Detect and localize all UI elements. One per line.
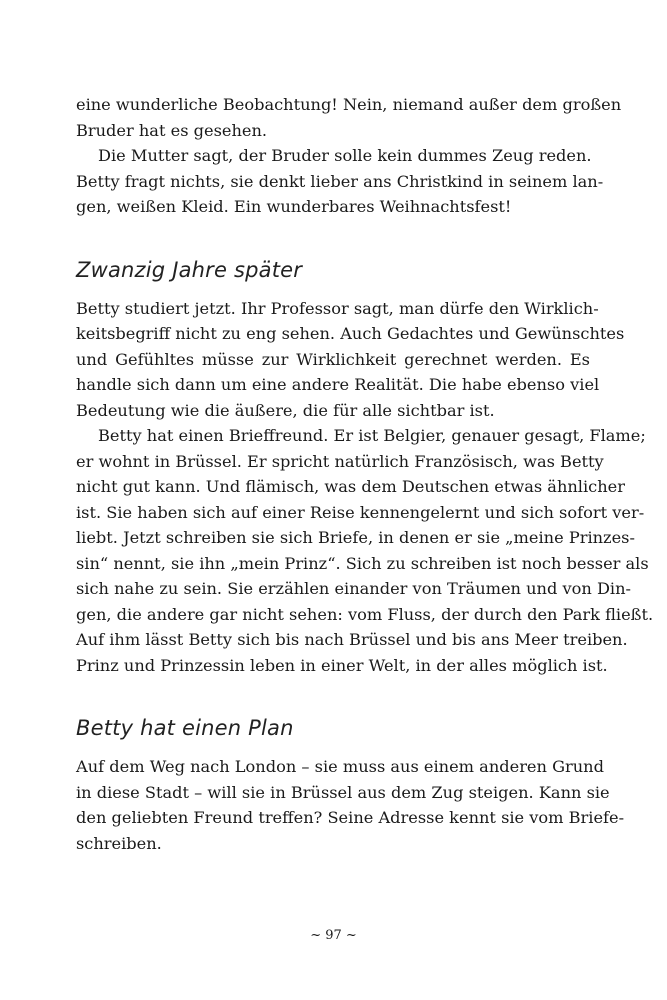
- text-line: ist. Sie haben sich auf einer Reise kennengelernt und sich sofort ver-: [76, 502, 645, 522]
- text-line: Die Mutter sagt, der Bruder solle kein dummes Zeug reden.: [98, 146, 592, 165]
- section-2-paragraphs: [76, 754, 625, 856]
- text-line: Bruder hat es gesehen.: [76, 120, 268, 140]
- text-line: gen, weißen Kleid. Ein wunderbares Weihnachtsfest!: [76, 197, 512, 216]
- text-line: Prinz und Prinzessin leben in einer Welt, in der alles möglich ist.: [76, 655, 608, 675]
- text-line: keitsbegriff nicht zu eng sehen. Auch Gedachtes und Gewünschtes: [76, 324, 625, 343]
- text-line: in diese Stadt – will sie in Brüssel aus dem Zug steigen. Kann sie: [76, 782, 610, 802]
- text-line: gen, die andere gar nicht sehen: vom Fluss, der durch den Park fließt.: [76, 604, 654, 624]
- text-line: Betty hat einen Brieffreund. Er ist Belgier, genauer gesagt, Flame;: [98, 426, 646, 445]
- intro-paragraphs: [76, 92, 622, 220]
- text-line: Betty fragt nichts, sie denkt lieber ans Christkind in seinem lan-: [76, 171, 604, 191]
- text-line: handle sich dann um eine andere Realität. Die habe ebenso viel: [76, 375, 600, 394]
- text-line: Betty studiert jetzt. Ihr Professor sagt, man dürfe den Wirklich-: [76, 298, 599, 318]
- section-1-paragraphs: [76, 296, 654, 679]
- text-line: sin“ nennt, sie ihn „mein Prinz“. Sich zu schreiben ist noch besser als: [76, 553, 649, 573]
- text-line: sich nahe zu sein. Sie erzählen einander von Träumen und von Din-: [76, 579, 631, 598]
- text-line: und Gefühltes müsse zur Wirklichkeit gerechnet werden. Es: [76, 349, 590, 369]
- page-number: ~ 97 ~: [310, 928, 357, 943]
- text-line: er wohnt in Brüssel. Er spricht natürlich Französisch, was Betty: [76, 451, 604, 471]
- text-line: schreiben.: [76, 833, 162, 853]
- book-page: [76, 92, 654, 856]
- text-line: Bedeutung wie die äußere, die für alle sichtbar ist.: [76, 400, 495, 420]
- text-line: liebt. Jetzt schreiben sie sich Briefe, in denen er sie „meine Prinzes-: [76, 528, 635, 547]
- text-line: nicht gut kann. Und flämisch, was dem Deutschen etwas ähnlicher: [76, 477, 625, 496]
- section-heading-betty-hat-einen-plan: Betty hat einen Plan: [76, 716, 294, 740]
- text-line: eine wunderliche Beobachtung! Nein, niemand außer dem großen: [76, 95, 622, 114]
- text-line: Auf ihm lässt Betty sich bis nach Brüssel und bis ans Meer treiben.: [76, 630, 628, 649]
- section-heading-zwanzig-jahre-spaeter: Zwanzig Jahre später: [76, 257, 303, 282]
- text-line: den geliebten Freund treffen? Seine Adresse kennt sie vom Briefe-: [76, 808, 625, 827]
- text-line: Auf dem Weg nach London – sie muss aus einem anderen Grund: [76, 757, 604, 776]
